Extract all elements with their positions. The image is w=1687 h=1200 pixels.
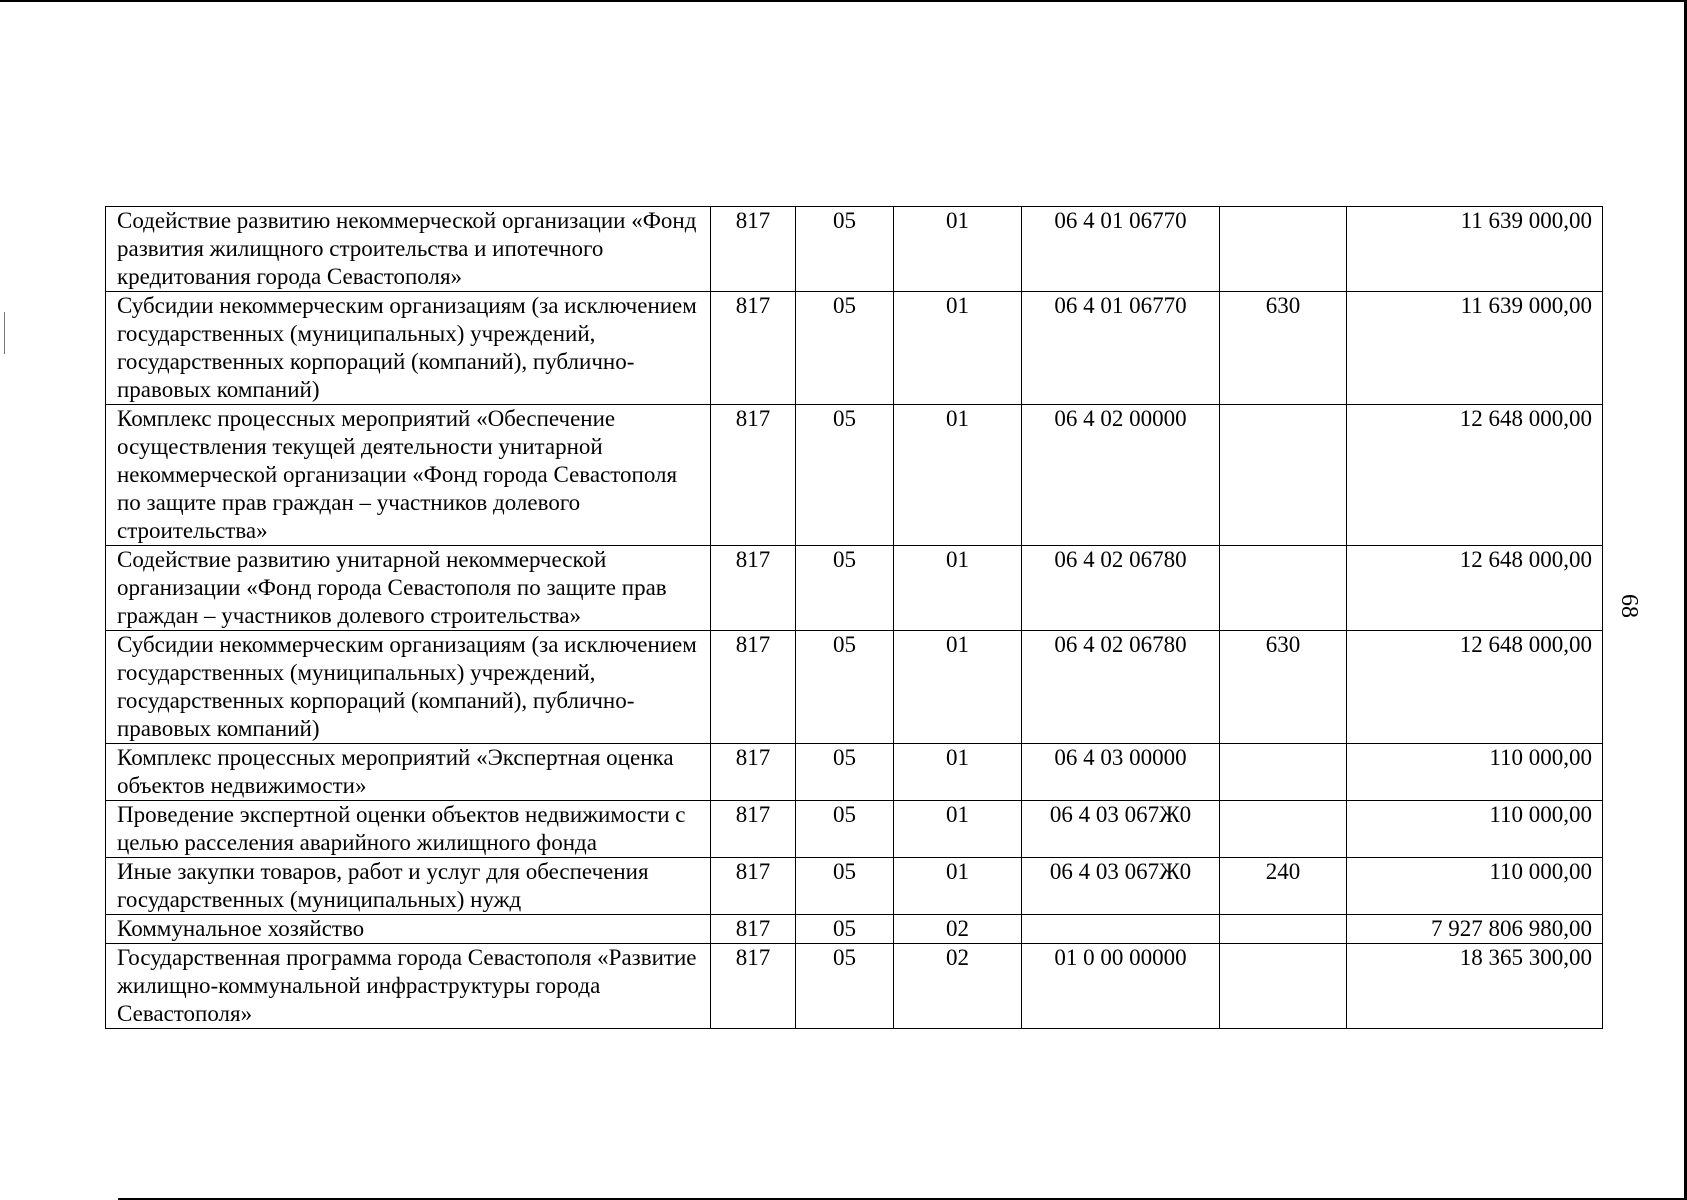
subsection-cell: 01: [894, 405, 1022, 546]
section-cell: 05: [796, 801, 894, 858]
target-article-cell: 06 4 02 00000: [1022, 405, 1220, 546]
expense-type-cell: [1220, 801, 1347, 858]
expense-type-cell: 630: [1220, 631, 1347, 744]
page-border-top: [0, 0, 1687, 2]
subsection-cell: 01: [894, 858, 1022, 915]
budget-table-body: [106, 207, 1603, 1029]
section-cell: 05: [796, 292, 894, 405]
row-name-cell: Субсидии некоммерческим организациям (за исключением государственных (муниципальных) учреждений, государственных корпораций (компаний), публично-правовых компаний): [106, 631, 711, 744]
target-article-cell: 06 4 02 06780: [1022, 631, 1220, 744]
table-row: [106, 915, 1603, 944]
budget-table: [105, 206, 1603, 1029]
grbs-cell: 817: [711, 631, 796, 744]
amount-cell: 12 648 000,00: [1347, 631, 1603, 744]
table-row: [106, 546, 1603, 631]
amount-cell: 110 000,00: [1347, 801, 1603, 858]
row-name-cell: Содействие развитию унитарной некоммерческой организации «Фонд города Севастополя по защите прав граждан – участников долевого строительства»: [106, 546, 711, 631]
table-row: [106, 292, 1603, 405]
target-article-cell: 06 4 01 06770: [1022, 207, 1220, 292]
target-article-cell: 06 4 01 06770: [1022, 292, 1220, 405]
grbs-cell: 817: [711, 546, 796, 631]
grbs-cell: 817: [711, 744, 796, 801]
amount-cell: 110 000,00: [1347, 858, 1603, 915]
grbs-cell: 817: [711, 405, 796, 546]
expense-type-cell: [1220, 915, 1347, 944]
row-name-cell: Проведение экспертной оценки объектов недвижимости с целью расселения аварийного жилищного фонда: [106, 801, 711, 858]
section-cell: 05: [796, 944, 894, 1029]
amount-cell: 110 000,00: [1347, 744, 1603, 801]
table-row: [106, 744, 1603, 801]
table-row: [106, 944, 1603, 1029]
row-name-cell: Государственная программа города Севастополя «Развитие жилищно-коммунальной инфраструктуры города Севастополя»: [106, 944, 711, 1029]
margin-mark: [4, 312, 5, 354]
subsection-cell: 01: [894, 546, 1022, 631]
section-cell: 05: [796, 207, 894, 292]
expense-type-cell: [1220, 405, 1347, 546]
page-number: 68: [1616, 594, 1642, 618]
grbs-cell: 817: [711, 292, 796, 405]
expense-type-cell: 240: [1220, 858, 1347, 915]
subsection-cell: 01: [894, 631, 1022, 744]
amount-cell: 12 648 000,00: [1347, 405, 1603, 546]
section-cell: 05: [796, 405, 894, 546]
row-name-cell: Субсидии некоммерческим организациям (за исключением государственных (муниципальных) учреждений, государственных корпораций (компаний), публично-правовых компаний): [106, 292, 711, 405]
row-name-cell: Комплекс процессных мероприятий «Экспертная оценка объектов недвижимости»: [106, 744, 711, 801]
expense-type-cell: [1220, 744, 1347, 801]
expense-type-cell: [1220, 546, 1347, 631]
expense-type-cell: 630: [1220, 292, 1347, 405]
target-article-cell: 06 4 02 06780: [1022, 546, 1220, 631]
table-row: [106, 801, 1603, 858]
target-article-cell: 06 4 03 00000: [1022, 744, 1220, 801]
target-article-cell: [1022, 915, 1220, 944]
section-cell: 05: [796, 915, 894, 944]
section-cell: 05: [796, 546, 894, 631]
expense-type-cell: [1220, 944, 1347, 1029]
row-name-cell: Содействие развитию некоммерческой организации «Фонд развития жилищного строительства и ипотечного кредитования города Севастополя»: [106, 207, 711, 292]
row-name-cell: Комплекс процессных мероприятий «Обеспечение осуществления текущей деятельности унитарной некоммерческой организации «Фонд города Севастополя по защите прав граждан – участников долевого строительства»: [106, 405, 711, 546]
subsection-cell: 02: [894, 944, 1022, 1029]
grbs-cell: 817: [711, 944, 796, 1029]
subsection-cell: 02: [894, 915, 1022, 944]
amount-cell: 11 639 000,00: [1347, 292, 1603, 405]
table-row: [106, 631, 1603, 744]
grbs-cell: 817: [711, 801, 796, 858]
target-article-cell: 06 4 03 067Ж0: [1022, 858, 1220, 915]
table-row: [106, 405, 1603, 546]
amount-cell: 12 648 000,00: [1347, 546, 1603, 631]
section-cell: 05: [796, 744, 894, 801]
section-cell: 05: [796, 631, 894, 744]
subsection-cell: 01: [894, 744, 1022, 801]
amount-cell: 18 365 300,00: [1347, 944, 1603, 1029]
grbs-cell: 817: [711, 915, 796, 944]
subsection-cell: 01: [894, 207, 1022, 292]
row-name-cell: Коммунальное хозяйство: [106, 915, 711, 944]
subsection-cell: 01: [894, 292, 1022, 405]
target-article-cell: 06 4 03 067Ж0: [1022, 801, 1220, 858]
table-row: [106, 858, 1603, 915]
amount-cell: 7 927 806 980,00: [1347, 915, 1603, 944]
subsection-cell: 01: [894, 801, 1022, 858]
row-name-cell: Иные закупки товаров, работ и услуг для обеспечения государственных (муниципальных) нужд: [106, 858, 711, 915]
expense-type-cell: [1220, 207, 1347, 292]
grbs-cell: 817: [711, 207, 796, 292]
grbs-cell: 817: [711, 858, 796, 915]
amount-cell: 11 639 000,00: [1347, 207, 1603, 292]
section-cell: 05: [796, 858, 894, 915]
table-row: [106, 207, 1603, 292]
target-article-cell: 01 0 00 00000: [1022, 944, 1220, 1029]
